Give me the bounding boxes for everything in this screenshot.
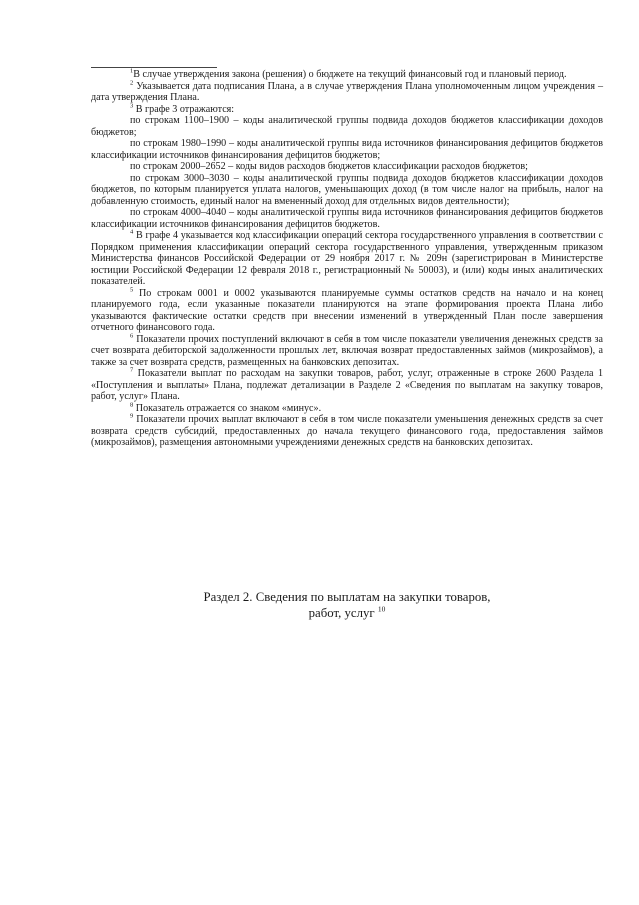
footnote-mark: 7 bbox=[130, 366, 134, 374]
footnote-6 bbox=[91, 334, 603, 369]
footnote-2 bbox=[91, 81, 603, 104]
section-heading-line-1: Раздел 2. Сведения по выплатам на закупки товаров, bbox=[203, 590, 491, 604]
footnote-mark: 2 bbox=[130, 79, 134, 87]
footnote-text: Показатели прочих поступлений включают в себя в том числе показатели увеличения денежных средств за счет возврата дебиторской задолженности прошлых лет, включая возврат предоставленных займов (микрозаймов), а также за счет возврата средств, размещенных на банковских депозитах. bbox=[91, 333, 603, 368]
footnote-9 bbox=[91, 414, 603, 449]
footnote-text: Указывается дата подписания Плана, а в случае утверждения Плана уполномоченным лицом учреждения – дата утверждения Плана. bbox=[91, 80, 603, 103]
footnote-mark: 6 bbox=[130, 332, 134, 340]
footnote-mark: 9 bbox=[130, 412, 134, 420]
footnote-8 bbox=[91, 403, 603, 415]
footnote-5 bbox=[91, 288, 603, 334]
footnote-3-item: по строкам 2000–2652 – коды видов расходов бюджетов классификации расходов бюджетов; bbox=[130, 161, 528, 172]
section-heading bbox=[91, 589, 603, 621]
footnote-text: Показатели прочих выплат включают в себя в том числе показатели уменьшения денежных средств за счет возврата средств субсидий, предоставленных до начала текущего финансового года, предоставления займов (микрозаймов), размещения автономными учреждениями денежных средств на банковских депозитах. bbox=[91, 414, 604, 448]
footnote-4 bbox=[91, 230, 603, 288]
footnote-text: Показатель отражается со знаком «минус». bbox=[135, 402, 322, 414]
section-heading-text: работ, услуг bbox=[308, 606, 375, 620]
footnotes-block bbox=[91, 69, 603, 449]
footnote-text: В графе 4 указывается код классификации операций сектора государственного управления в соответствии с Порядком применения классификации операций сектора государственного управления, утвержденным приказом Министерства финансов Российской Федерации от 29 ноября 2017 г. № 209н (зарегистрирован в Министерстве юстиции Российской Федерации 12 февраля 2018 г., регистрационный № 50003), и (или) коды иных аналитических показателей. bbox=[91, 230, 603, 287]
footnote-text: В случае утверждения закона (решения) о бюджете на текущий финансовый год и плановый период. bbox=[133, 69, 567, 80]
footnote-mark: 1 bbox=[130, 67, 134, 75]
footnote-mark: 4 bbox=[130, 228, 134, 236]
footnote-text: Показатели выплат по расходам на закупки товаров, работ, услуг, отраженные в строке 2600 Раздела 1 «Поступления и выплаты» Плана, подлежат детализации в Разделе 2 «Сведения по выплатам на закупку товаров, работ, услуг» Плана. bbox=[91, 368, 603, 402]
footnote-mark: 3 bbox=[130, 102, 134, 110]
footnote-text: По строкам 0001 и 0002 указываются планируемые суммы остатков средств на начало и на конец планируемого года, если указанные показатели планируются на этапе формирования проекта Плана либо указываются фактические остатки средств при внесении изменений в утвержденный План после завершения отчетного финансового года. bbox=[91, 287, 604, 333]
footnote-3-item: по строкам 4000–4040 – коды аналитической группы вида источников финансирования дефицитов бюджетов классификации источников финансирования дефицитов бюджетов. bbox=[91, 207, 603, 230]
footnote-text: В графе 3 отражаются: bbox=[135, 103, 235, 115]
footnote-3-item: по строкам 1100–1900 – коды аналитической группы подвида доходов бюджетов классификации доходов бюджетов; bbox=[91, 115, 603, 138]
footnote-separator bbox=[91, 67, 217, 68]
footnote-mark: 8 bbox=[130, 401, 134, 409]
footnote-3-item: по строкам 1980–1990 – коды аналитической группы вида источников финансирования дефицитов бюджетов классификации источников финансирования дефицитов бюджетов; bbox=[91, 138, 603, 161]
footnote-mark: 10 bbox=[377, 604, 386, 614]
footnote-3 bbox=[91, 104, 603, 116]
section-heading-line-2 bbox=[91, 605, 603, 621]
footnote-3-item: по строкам 3000–3030 – коды аналитической группы подвида доходов бюджетов классификации доходов бюджетов, по которым планируется уплата налогов, уменьшающих доход (в том числе налог на прибыль, налог на добавленную стоимость, единый налог на вмененный доход для отдельных видов деятельности); bbox=[91, 172, 603, 207]
footnote-mark: 5 bbox=[130, 286, 134, 294]
footnote-1 bbox=[91, 69, 603, 81]
footnote-7 bbox=[91, 368, 603, 403]
